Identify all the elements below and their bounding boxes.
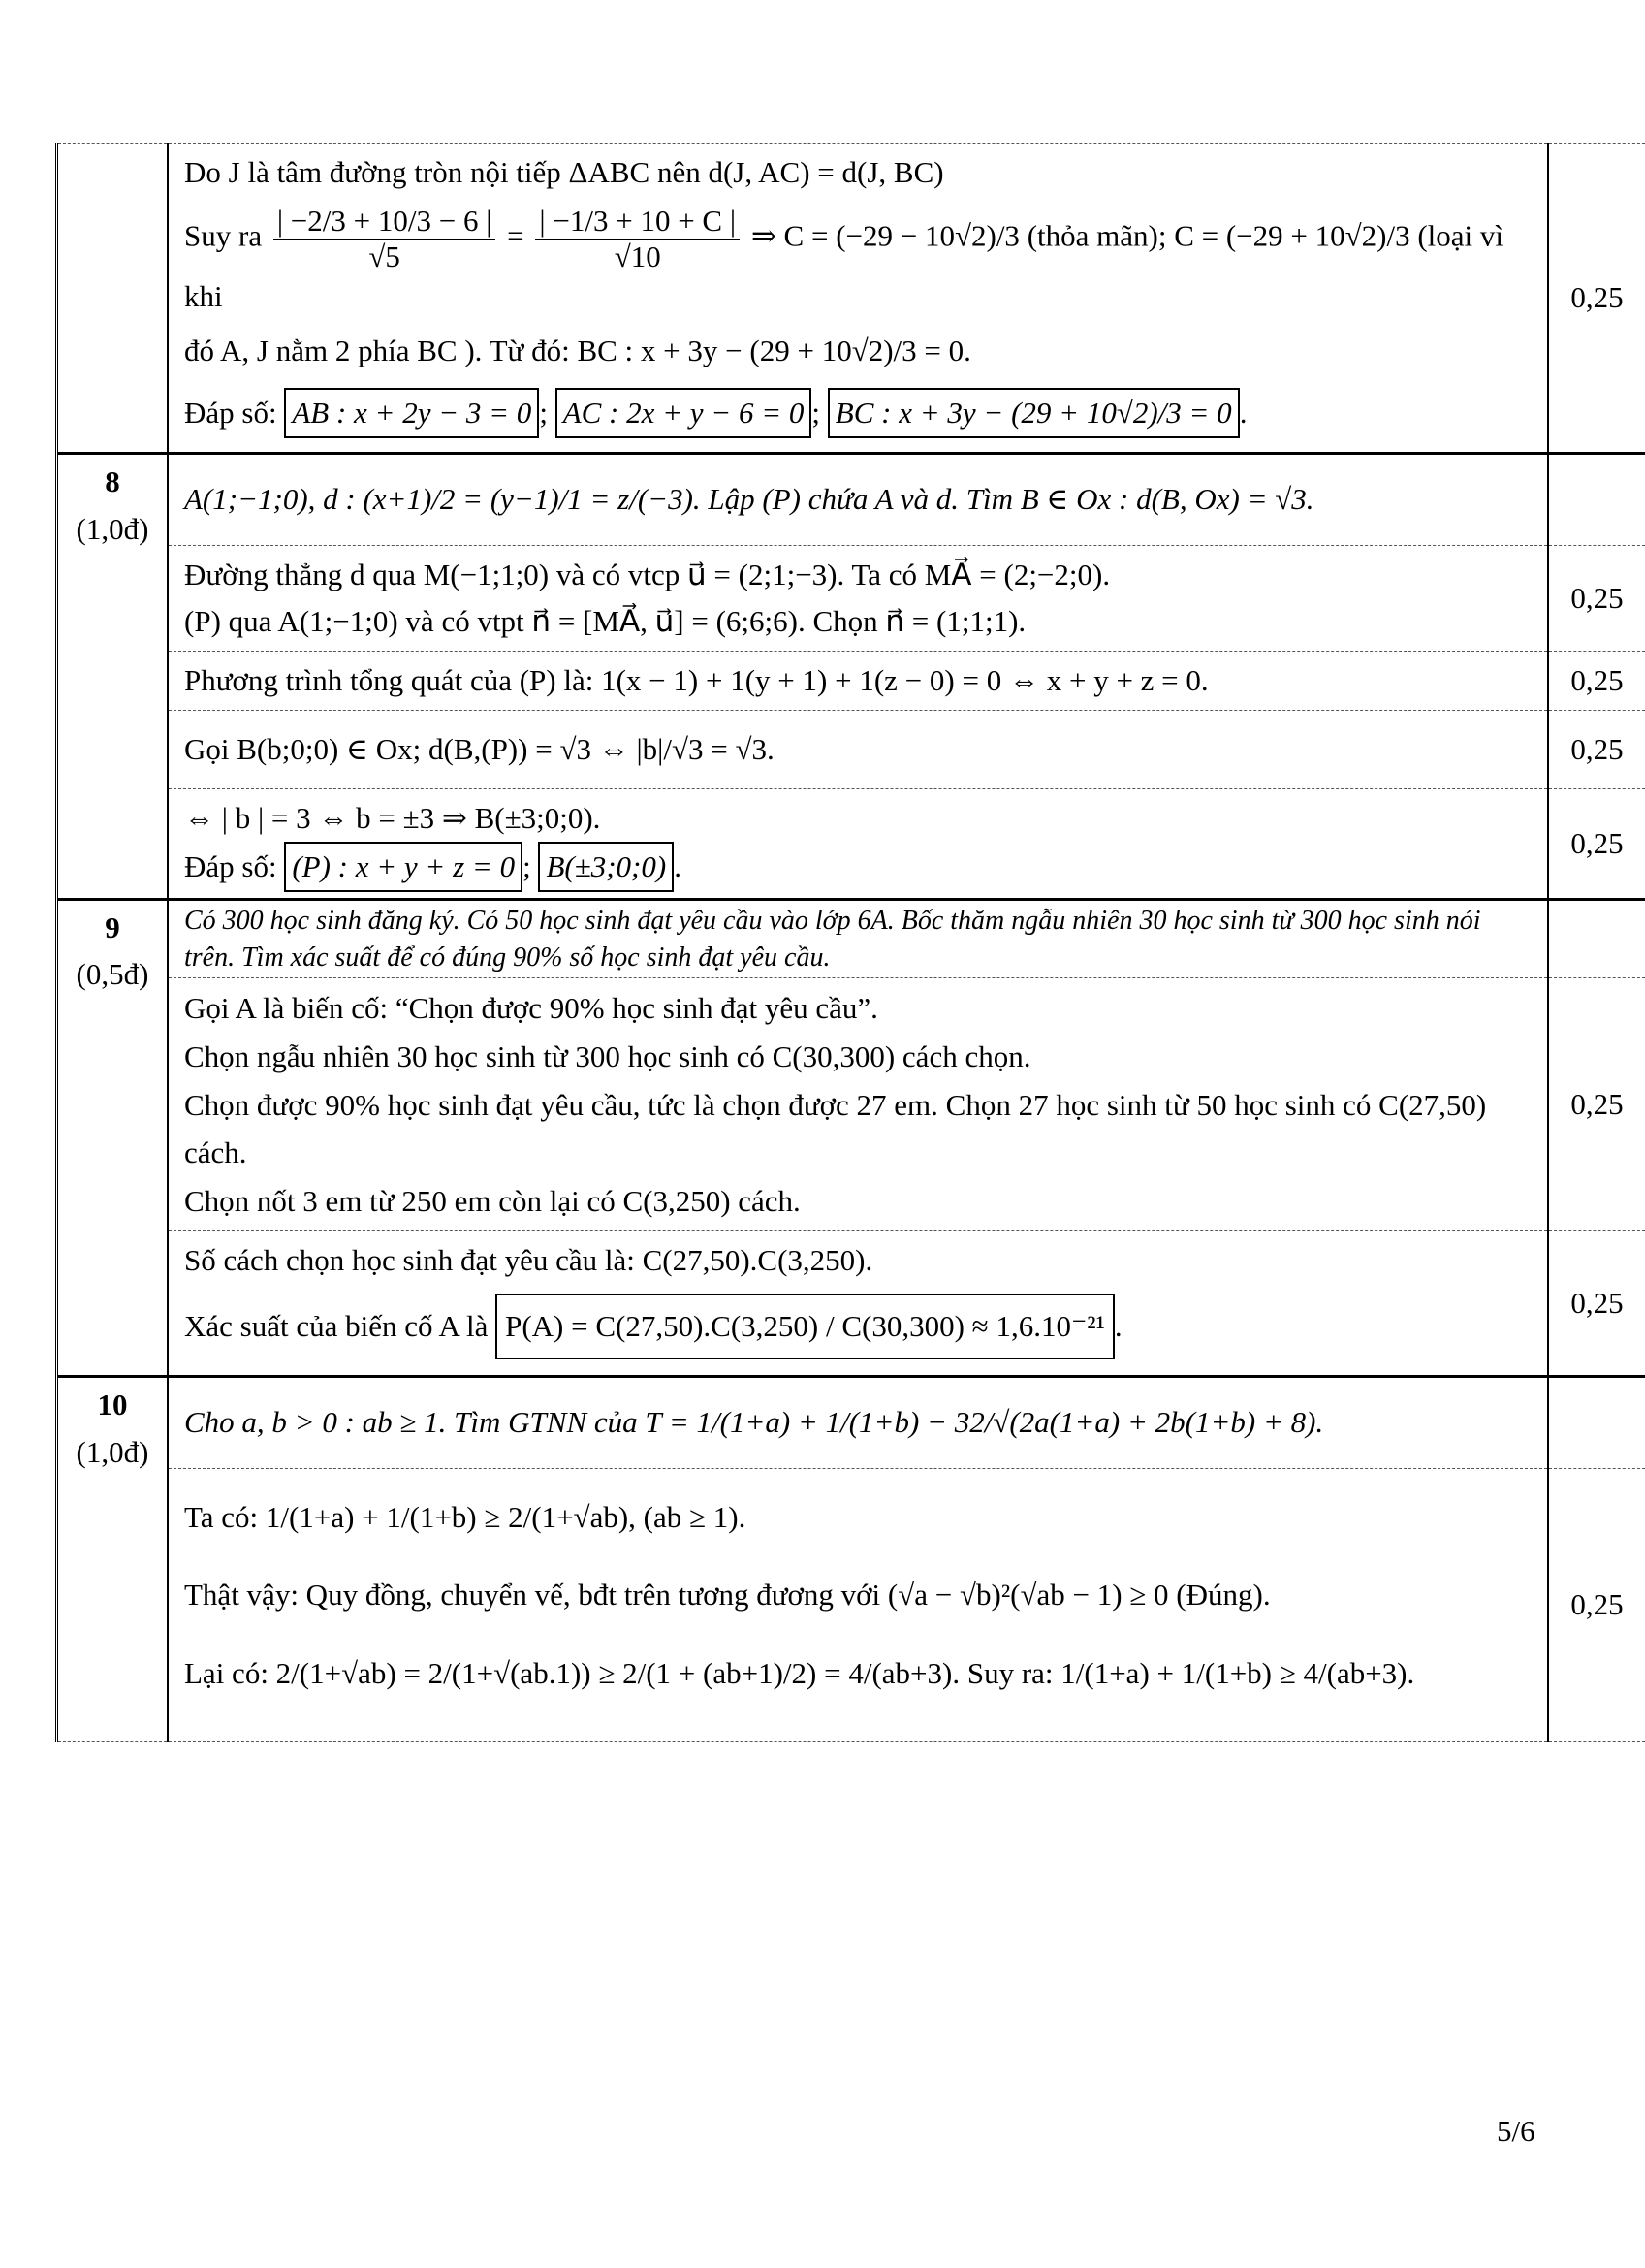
question-text: A(1;−1;0), d : (x+1)/2 = (y−1)/1 = z/(−3). Lập (P) chứa A và d. Tìm B ∈ Ox : d(B, Ox) = √3. [168, 454, 1548, 545]
question-number-cell: 9 (0,5đ) [57, 899, 169, 1377]
score-cell: 0,25 [1548, 144, 1645, 454]
solution-line: Phương trình tổng quát của (P) là: 1(x − 1) + 1(y + 1) + 1(z − 0) = 0 ⇔ x + y + z = 0. [168, 651, 1548, 710]
answer-line: Đáp số: AB : x + 2y − 3 = 0 ; AC : 2x + y − 6 = 0 ; BC : x + 3y − (29 + 10√2)/3 = 0 . [184, 388, 1532, 438]
answer-box: AC : 2x + y − 6 = 0 [555, 388, 812, 438]
table-row [57, 710, 1645, 788]
table-row [57, 454, 1645, 545]
question-text: Cho a, b > 0 : ab ≥ 1. Tìm GTNN của T = 1/(1+a) + 1/(1+b) − 32/√(2a(1+a) + 2b(1+b) + 8). [168, 1377, 1548, 1468]
table-row [57, 899, 1645, 978]
solution-line: Suy ra $\frac{| -2/3 + 10/3 - 6 |}{√5}$ = $\frac{| -1/3 + 10 + C |}{√10}$ ⇒ C = (−29 − 10√2)/3 (thỏa mãn); C = (−29 + 10√2)/3 (loại vì khi [184, 204, 1504, 314]
solution-line: ⇔ | b | = 3 ⇔ b = ±3 ⇒ B(±3;0;0). [184, 800, 601, 835]
answer-line: Đáp số: (P) : x + y + z = 0 ; B(±3;0;0) . [184, 842, 1532, 892]
solution-cell [168, 1231, 1548, 1377]
solution-line: đó A, J nằm 2 phía BC ). Từ đó: BC : x + 3y − (29 + 10√2)/3 = 0. [184, 334, 971, 368]
solution-line: Thật vậy: Quy đồng, chuyển vế, bđt trên tương đương với (√a − √b)²(√ab − 1) ≥ 0 (Đúng). [184, 1578, 1271, 1613]
solution-line: Xác suất của biến cố A là P(A) = C(27,50).C(3,250) / C(30,300) ≈ 1,6.10⁻²¹ . [184, 1294, 1532, 1359]
solution-line: Ta có: 1/(1+a) + 1/(1+b) ≥ 2/(1+√ab), (ab ≥ 1). [184, 1499, 746, 1534]
solution-line: (P) qua A(1;−1;0) và có vtpt n⃗ = [MA⃗, u⃗] = (6;6;6). Chọn n⃗ = (1;1;1). [184, 603, 1027, 638]
answer-box: (P) : x + y + z = 0 [284, 842, 522, 892]
question-text: Có 300 học sinh đăng ký. Có 50 học sinh đạt yêu cầu vào lớp 6A. Bốc thăm ngẫu nhiên 30 học sinh từ 300 học sinh nói trên. Tìm xác suất để có đúng 90% số học sinh đạt yêu cầu. [168, 899, 1548, 978]
score-cell: 0,25 [1548, 1468, 1645, 1742]
solution-line: Chọn được 90% học sinh đạt yêu cầu, tức là chọn được 27 em. Chọn 27 học sinh từ 50 học sinh có C(27,50) cách. [184, 1087, 1487, 1170]
table-row [57, 978, 1645, 1231]
answer-box: P(A) = C(27,50).C(3,250) / C(30,300) ≈ 1,6.10⁻²¹ [495, 1294, 1115, 1359]
answer-box: BC : x + 3y − (29 + 10√2)/3 = 0 [828, 388, 1240, 438]
solution-cell [168, 978, 1548, 1231]
solution-cell [168, 545, 1548, 651]
score-cell: 0,25 [1548, 545, 1645, 651]
fraction: $\frac{| -1/3 + 10 + C |}{√10}$ [535, 204, 740, 273]
table-row [57, 545, 1645, 651]
table-row [57, 1377, 1645, 1468]
page-number: 5/6 [1497, 2114, 1535, 2148]
table-row [57, 1231, 1645, 1377]
table-row [57, 788, 1645, 899]
solution-line: Gọi A là biến cố: “Chọn được 90% học sinh đạt yêu cầu”. [184, 991, 878, 1026]
fraction: $\frac{| -2/3 + 10/3 - 6 |}{√5}$ [273, 204, 496, 273]
solution-line: Chọn nốt 3 em từ 250 em còn lại có C(3,250) cách. [184, 1183, 801, 1218]
answer-table [55, 143, 1624, 1742]
table-row [57, 1468, 1645, 1742]
solution-line: Do J là tâm đường tròn nội tiếp ΔABC nên d(J, AC) = d(J, BC) [184, 155, 944, 189]
solution-line: Chọn ngẫu nhiên 30 học sinh từ 300 học sinh có C(30,300) cách chọn. [184, 1038, 1031, 1073]
solution-line: Đường thẳng d qua M(−1;1;0) và có vtcp u⃗ = (2;1;−3). Ta có MA⃗ = (2;−2;0). [184, 557, 1111, 591]
solution-cell [168, 1468, 1548, 1742]
table-row [57, 651, 1645, 710]
solution-cell [168, 144, 1548, 454]
solution-cell [168, 788, 1548, 899]
score-cell: 0,25 [1548, 651, 1645, 710]
solution-line: Gọi B(b;0;0) ∈ Ox; d(B,(P)) = √3 ⇔ |b|/√3 = √3. [168, 710, 1548, 788]
question-number-cell: 10 (1,0đ) [57, 1377, 169, 1742]
answer-box: AB : x + 2y − 3 = 0 [284, 388, 539, 438]
score-cell: 0,25 [1548, 788, 1645, 899]
table-row [57, 144, 1645, 454]
score-cell: 0,25 [1548, 1231, 1645, 1377]
score-cell: 0,25 [1548, 710, 1645, 788]
solution-line: Lại có: 2/(1+√ab) = 2/(1+√(ab.1)) ≥ 2/(1 + (ab+1)/2) = 4/(ab+3). Suy ra: 1/(1+a) + 1/(1+b) ≥ 4/(ab+3). [184, 1655, 1415, 1690]
answer-box: B(±3;0;0) [538, 842, 674, 892]
score-cell: 0,25 [1548, 978, 1645, 1231]
solution-line: Số cách chọn học sinh đạt yêu cầu là: C(27,50).C(3,250). [184, 1243, 873, 1278]
question-number-cell: 8 (1,0đ) [57, 454, 169, 899]
